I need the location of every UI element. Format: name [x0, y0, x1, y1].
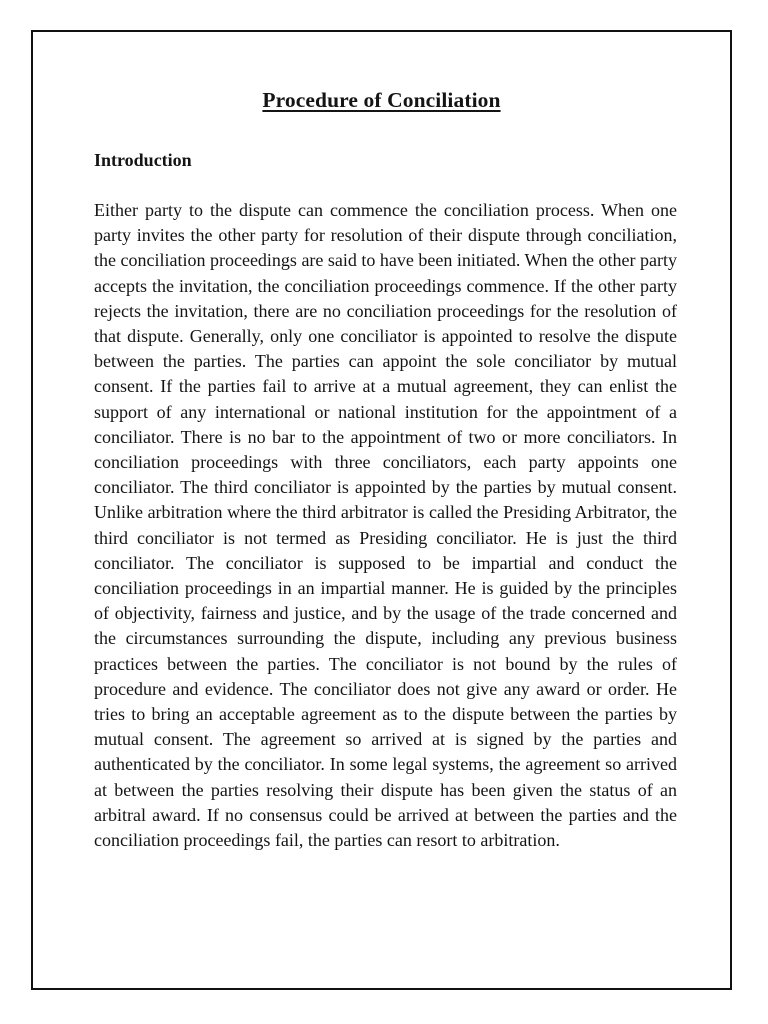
body-paragraph: Either party to the dispute can commence the conciliation process. When one party invites the other party for resolution of their dispute through conciliation, the conciliation proceedings are said to have been initiated. When the other party accepts the invitation, the conciliation proceedings commence. If the other party rejects the invitation, there are no conciliation proceedings for the resolution of that dispute. Generally, only one conciliator is appointed to resolve the dispute between the parties. The parties can appoint the sole conciliator by mutual consent. If the parties fail to arrive at a mutual agreement, they can enlist the support of any international or national institution for the appointment of a conciliator. There is no bar to the appointment of two or more conciliators. In conciliation proceedings with three conciliators, each party appoints one conciliator. The third conciliator is appointed by the parties by mutual consent. Unlike arbitration where the third arbitrator is called the Presiding Arbitrator, the third conciliator is not termed as Presiding conciliator. He is just the third conciliator. The conciliator is supposed to be impartial and conduct the conciliation proceedings in an impartial manner. He is guided by the principles of objectivity, fairness and justice, and by the usage of the trade concerned and the circumstances surrounding the dispute, including any previous business practices between the parties. The conciliator is not bound by the rules of procedure and evidence. The conciliator does not give any award or order. He tries to bring an acceptable agreement as to the dispute between the parties by mutual consent. The agreement so arrived at is signed by the parties and authenticated by the conciliator. In some legal systems, the agreement so arrived at between the parties resolving their dispute has been given the status of an arbitral award. If no consensus could be arrived at between the parties and the conciliation proceedings fail, the parties can resort to arbitration. — [94, 200, 677, 851]
section-heading-introduction: Introduction — [94, 150, 192, 170]
document-title: Procedure of Conciliation — [262, 88, 501, 112]
page-border — [31, 30, 732, 990]
